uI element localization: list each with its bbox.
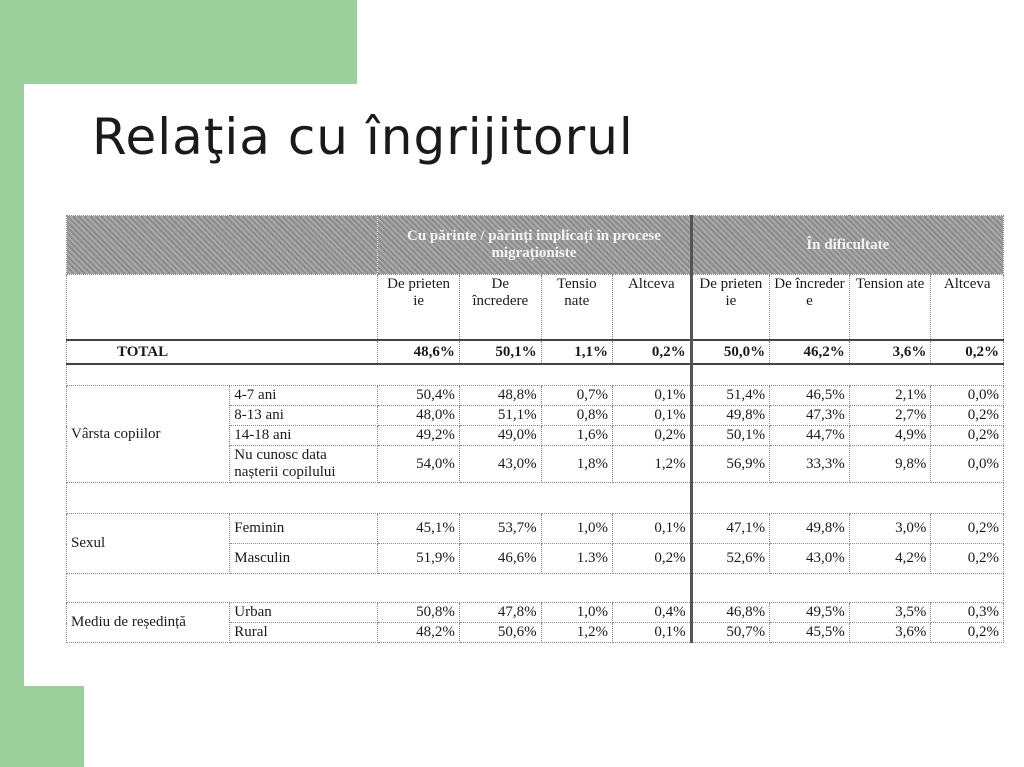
col-header: De încredere (459, 275, 541, 341)
table-cell: 46,6% (459, 544, 541, 574)
decor-top-block (0, 0, 357, 84)
table-cell: 0,2% (931, 426, 1004, 446)
table-cell: 50,1% (459, 340, 541, 364)
table-cell: 0,2% (613, 544, 692, 574)
table-cell: 33,3% (770, 446, 850, 483)
table-row (67, 514, 1004, 544)
row-label: 8-13 ani (230, 406, 378, 426)
row-label: Feminin (230, 514, 378, 544)
table-cell: 3,6% (849, 623, 931, 643)
row-label: Masculin (230, 544, 378, 574)
data-table (66, 215, 1004, 643)
row-label: 14-18 ani (230, 426, 378, 446)
group-label: Sexul (67, 514, 230, 574)
col-header: Altceva (931, 275, 1004, 341)
table-cell: 1,0% (541, 603, 612, 623)
table-cell: 1,6% (541, 426, 612, 446)
table-cell: 3,5% (849, 603, 931, 623)
table-cell: 0,1% (613, 386, 692, 406)
table-cell: 46,2% (770, 340, 850, 364)
table-cell: 0,1% (613, 406, 692, 426)
table-cell: 50,8% (378, 603, 460, 623)
spacer-row (67, 574, 1004, 603)
table-cell: 1.3% (541, 544, 612, 574)
group-header-row (67, 216, 1004, 275)
col-header: De încreder e (770, 275, 850, 341)
table-cell: 0,2% (931, 544, 1004, 574)
table-cell: 50,6% (459, 623, 541, 643)
table-cell: 2,7% (849, 406, 931, 426)
table-row (67, 386, 1004, 406)
table-cell: 50,7% (691, 623, 770, 643)
decor-left-strip (0, 84, 24, 767)
table-cell: 50,0% (691, 340, 770, 364)
col-header: Tensio nate (541, 275, 612, 341)
table-cell: 49,2% (378, 426, 460, 446)
group-label: Mediu de reședință (67, 603, 230, 643)
table-cell: 0,0% (931, 386, 1004, 406)
table-cell: 0,0% (931, 446, 1004, 483)
table-cell: 3,0% (849, 514, 931, 544)
total-row (67, 340, 1004, 364)
table-cell: 1,0% (541, 514, 612, 544)
slide-title: Relaţia cu îngrijitorul (92, 108, 634, 166)
table-cell: 47,8% (459, 603, 541, 623)
total-label: TOTAL (67, 340, 378, 364)
row-label: Urban (230, 603, 378, 623)
row-label: Nu cunosc data nașterii copilului (230, 446, 378, 483)
decor-bottom-block (0, 686, 84, 767)
table-cell: 51,1% (459, 406, 541, 426)
table-row (67, 603, 1004, 623)
table-cell: 48,8% (459, 386, 541, 406)
header-blank (67, 216, 378, 275)
column-header-row (67, 275, 1004, 341)
table-cell: 0,1% (613, 623, 692, 643)
group-label: Vârsta copiilor (67, 386, 230, 483)
table-cell: 47,1% (691, 514, 770, 544)
table-cell: 50,4% (378, 386, 460, 406)
group-header-right: În dificultate (691, 216, 1003, 275)
table-cell: 52,6% (691, 544, 770, 574)
table-cell: 48,6% (378, 340, 460, 364)
table-cell: 51,9% (378, 544, 460, 574)
table-cell: 51,4% (691, 386, 770, 406)
table-cell: 0,2% (931, 406, 1004, 426)
table-cell: 9,8% (849, 446, 931, 483)
col-header: De prieten ie (378, 275, 460, 341)
table-cell: 50,1% (691, 426, 770, 446)
table-cell: 1,1% (541, 340, 612, 364)
table-cell: 3,6% (849, 340, 931, 364)
spacer-row (67, 364, 1004, 386)
col-header: De prieten ie (691, 275, 770, 341)
table-cell: 46,5% (770, 386, 850, 406)
table-cell: 1,8% (541, 446, 612, 483)
table-cell: 0,1% (613, 514, 692, 544)
table-cell: 0,4% (613, 603, 692, 623)
col-header: Tension ate (849, 275, 931, 341)
group-header-left: Cu părinte / părinți implicați în procese migraționiste (378, 216, 691, 275)
row-label: Rural (230, 623, 378, 643)
table-cell: 4,9% (849, 426, 931, 446)
table-cell: 53,7% (459, 514, 541, 544)
table-cell: 1,2% (541, 623, 612, 643)
table-cell: 0,2% (613, 340, 692, 364)
table-cell: 48,2% (378, 623, 460, 643)
table-cell: 0,3% (931, 603, 1004, 623)
row-label: 4-7 ani (230, 386, 378, 406)
col-header: Altceva (613, 275, 692, 341)
table-cell: 0,7% (541, 386, 612, 406)
table-cell: 49,8% (770, 514, 850, 544)
table-cell: 0,2% (613, 426, 692, 446)
table-cell: 49,0% (459, 426, 541, 446)
table-cell: 43,0% (459, 446, 541, 483)
table-cell: 49,5% (770, 603, 850, 623)
table-cell: 4,2% (849, 544, 931, 574)
table-cell: 43,0% (770, 544, 850, 574)
table-cell: 48,0% (378, 406, 460, 426)
table-cell: 2,1% (849, 386, 931, 406)
table-cell: 49,8% (691, 406, 770, 426)
table-cell: 45,1% (378, 514, 460, 544)
spacer-row (67, 483, 1004, 514)
table-cell: 47,3% (770, 406, 850, 426)
table-cell: 0,2% (931, 623, 1004, 643)
table-cell: 54,0% (378, 446, 460, 483)
table-cell: 44,7% (770, 426, 850, 446)
table-cell: 46,8% (691, 603, 770, 623)
table-cell: 45,5% (770, 623, 850, 643)
table-cell: 0,8% (541, 406, 612, 426)
table-cell: 0,2% (931, 514, 1004, 544)
table-cell: 56,9% (691, 446, 770, 483)
table-cell: 0,2% (931, 340, 1004, 364)
table-cell: 1,2% (613, 446, 692, 483)
